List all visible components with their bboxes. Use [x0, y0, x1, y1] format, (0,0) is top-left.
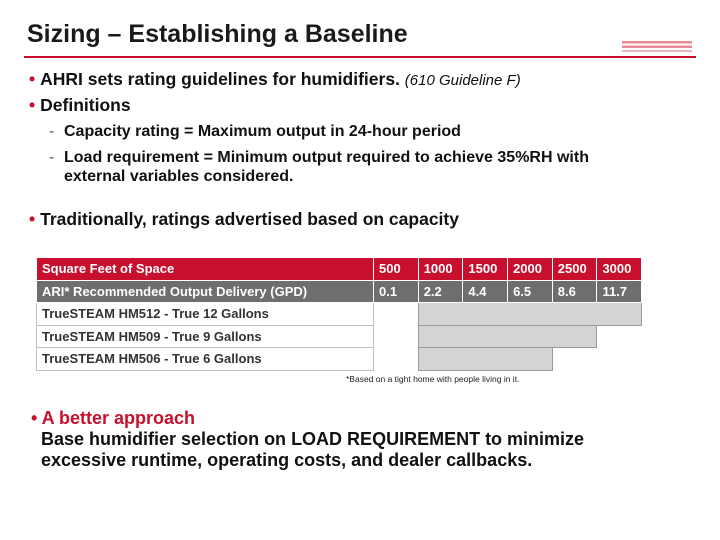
sqft-cell: 1000 [418, 258, 463, 281]
bullet-traditionally-text: Traditionally, ratings advertised based on capacity [40, 209, 459, 229]
gpd-cell: 8.6 [552, 280, 597, 303]
coverage-bar [418, 325, 597, 348]
coverage-empty [374, 303, 419, 326]
table-row-model [37, 303, 642, 326]
coverage-empty [374, 348, 419, 371]
sqft-cell: 3000 [597, 258, 642, 281]
better-line-1-post: to minimize [480, 429, 585, 449]
sub-load-text-2: external variables considered. [64, 168, 294, 185]
company-logo [622, 40, 694, 54]
table-footnote: *Based on a tight home with people living in it. [346, 374, 520, 384]
coverage-bar [418, 348, 552, 371]
coverage-empty [552, 348, 597, 371]
better-heading: • A better approach [31, 408, 196, 428]
better-line-1-pre: Base humidifier selection on [41, 429, 292, 449]
gpd-cell: 0.1 [374, 280, 419, 303]
sqft-cell: 2500 [552, 258, 597, 281]
table-row-sqft [37, 258, 642, 281]
gpd-cell: 4.4 [463, 280, 508, 303]
slide-title: Sizing – Establishing a Baseline [27, 20, 408, 48]
sub-load-text-1: Load requirement = Minimum output required to achieve 35%RH with [64, 149, 589, 166]
coverage-empty [597, 325, 642, 348]
coverage-empty [597, 348, 642, 371]
bullet-traditionally: • Traditionally, ratings advertised based on capacity [29, 209, 459, 229]
better-heading-text: A better approach [41, 408, 196, 428]
rating-table [36, 257, 642, 371]
title-divider [24, 56, 696, 58]
ari-label: ARI* Recommended Output Delivery (GPD) [37, 280, 374, 303]
sub-capacity-text: Capacity rating = Maximum output in 24-hour period [64, 123, 461, 140]
better-approach [31, 408, 584, 471]
gpd-cell: 2.2 [418, 280, 463, 303]
table-row-model [37, 348, 642, 371]
bullet-definitions: • Definitions [29, 95, 131, 115]
table-row-ari [37, 280, 642, 303]
better-line-1 [31, 429, 584, 450]
better-line-2: excessive runtime, operating costs, and dealer callbacks. [41, 450, 533, 470]
bullet-ahri-note: (610 Guideline F) [404, 72, 521, 89]
bullet-definitions-text: Definitions [40, 95, 131, 115]
bullet-ahri: • AHRI sets rating guidelines for humidifiers. (610 Guideline F) [29, 69, 521, 89]
table-row-model [37, 325, 642, 348]
sqft-cell: 2000 [508, 258, 553, 281]
gpd-cell: 11.7 [597, 280, 642, 303]
model-name: TrueSTEAM HM506 - True 6 Gallons [37, 348, 374, 371]
gpd-cell: 6.5 [508, 280, 553, 303]
sub-load: - Load requirement = Minimum output required to achieve 35%RH with external variables considered. [49, 149, 589, 185]
coverage-empty [374, 325, 419, 348]
sqft-cell: 1500 [463, 258, 508, 281]
sqft-label: Square Feet of Space [37, 258, 374, 281]
better-line-1-emph: LOAD REQUIREMENT [291, 429, 481, 449]
sub-capacity: - Capacity rating = Maximum output in 24-hour period [49, 123, 461, 140]
model-name: TrueSTEAM HM509 - True 9 Gallons [37, 325, 374, 348]
sqft-cell: 500 [374, 258, 419, 281]
bullet-ahri-text: AHRI sets rating guidelines for humidifiers. [40, 69, 400, 89]
model-name: TrueSTEAM HM512 - True 12 Gallons [37, 303, 374, 326]
coverage-bar [418, 303, 641, 326]
